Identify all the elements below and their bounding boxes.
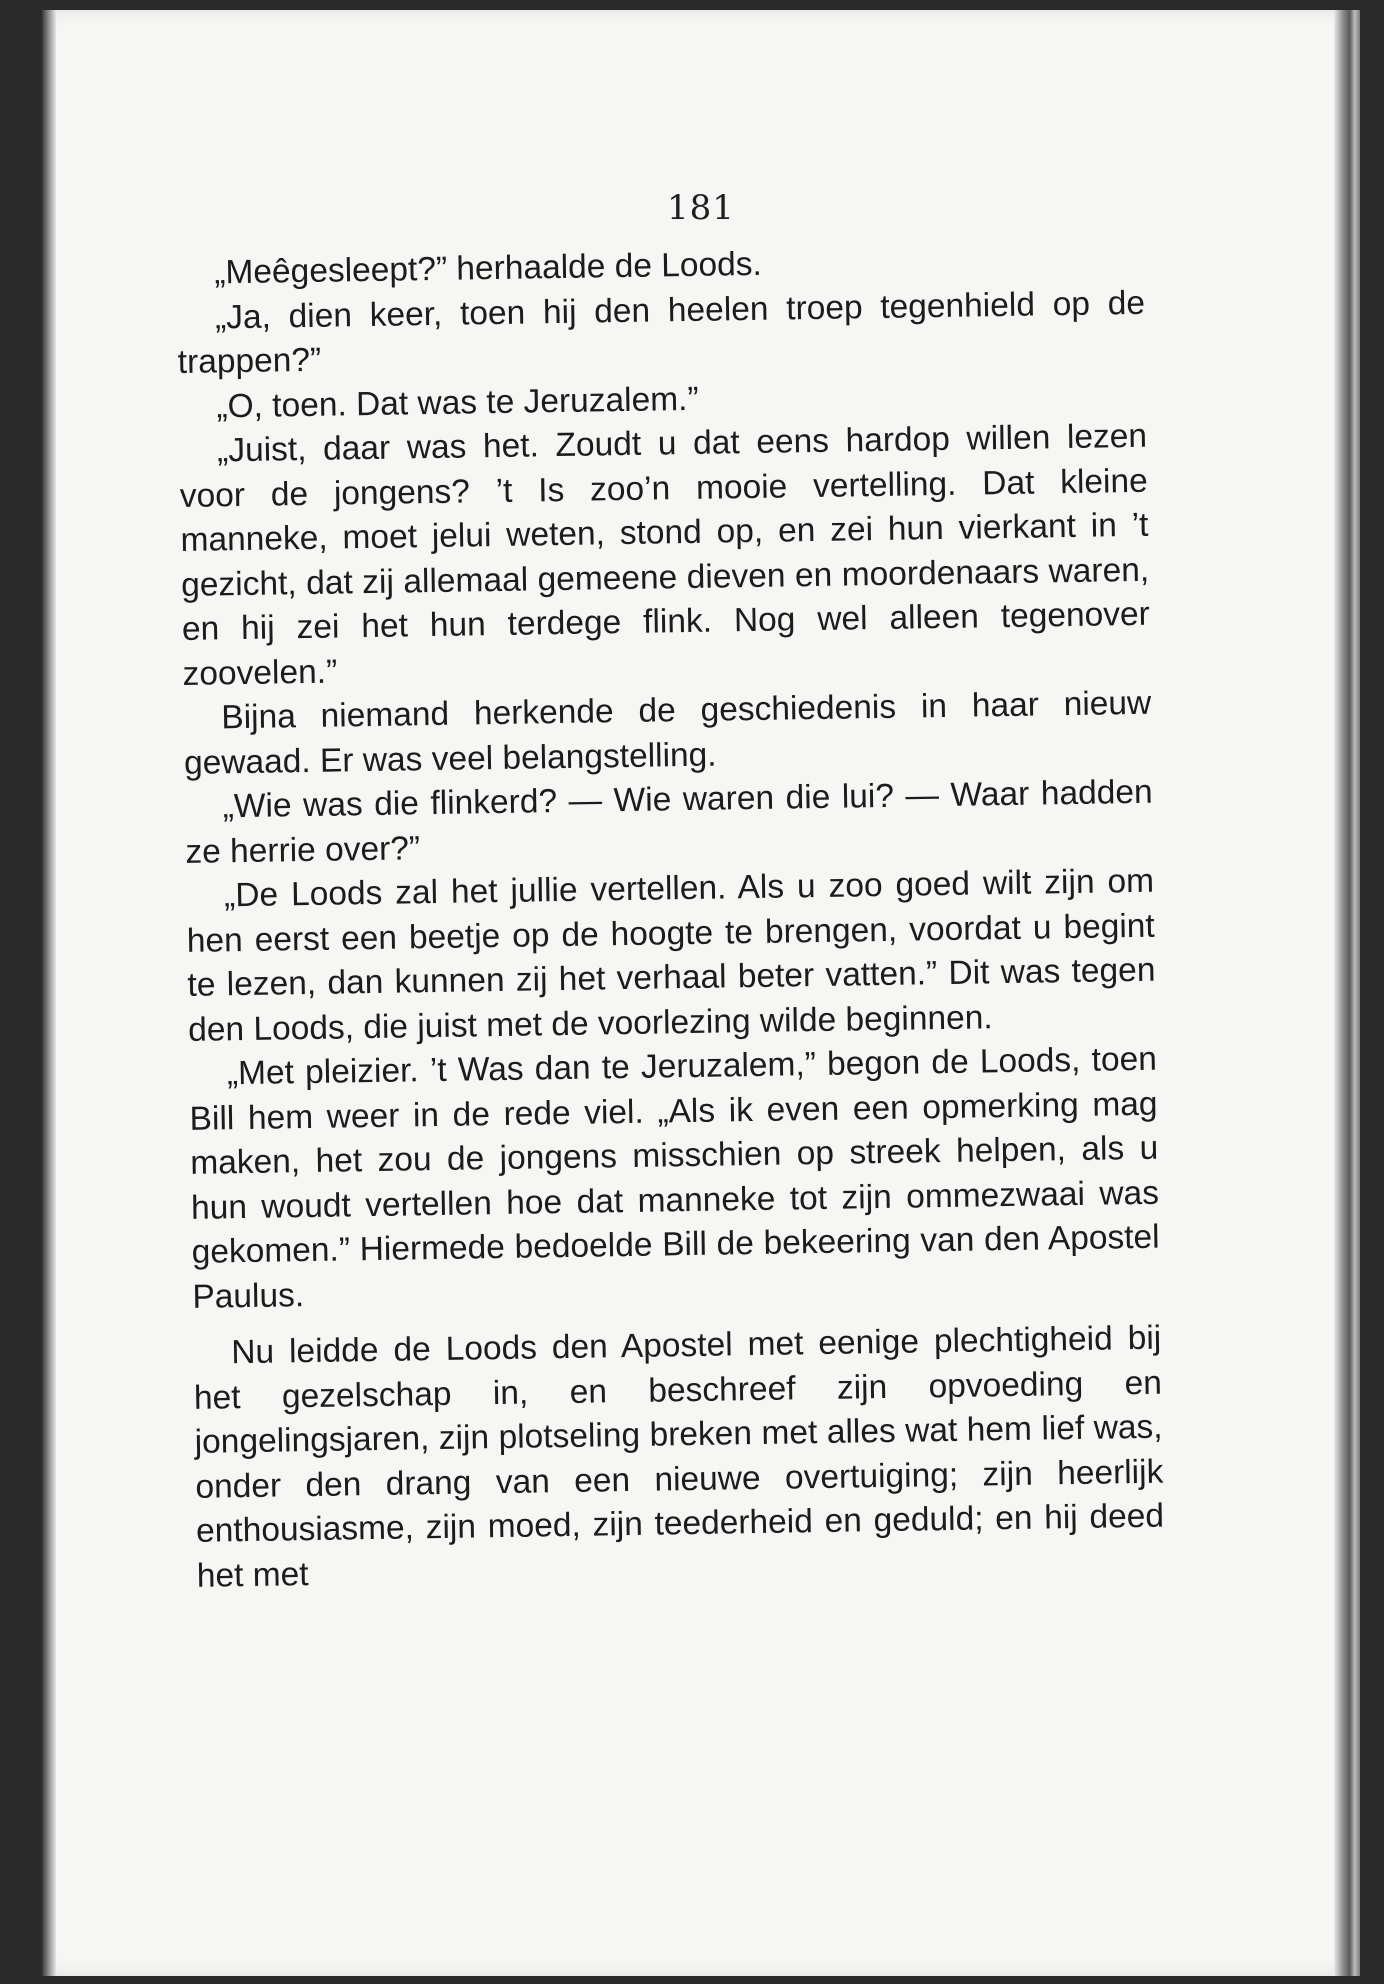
- paragraph: „Meêgesleept?” herhaalde de Loods.: [214, 245, 763, 292]
- body-text: [176, 237, 1165, 1599]
- paragraph: „Ja, dien keer, toen hij den heelen troep tegenhield op de trappen?”: [177, 284, 1146, 381]
- paragraph: „Met pleizier. ’t Was dan te Jeruzalem,” begon de Loods, toen Bill hem weer in de rede viel. „Als ik even een opmerking mag maken, het zou de jongens misschien op streek helpen, als u hun woudt vertellen hoe dat manneke tot zijn ommezwaai was gekomen.” Hiermede bedoelde Bill de bekeering van den Apostel Paulus.: [189, 1040, 1160, 1316]
- page-fore-edge: [1334, 10, 1360, 1976]
- page-number: 181: [667, 188, 735, 228]
- paragraph: „Juist, daar was het. Zoudt u dat eens hardop willen lezen voor de jongens? ’t Is zoo’n mooie vertelling. Dat kleine manneke, moet jelui weten, stond op, en zei hun vierkant in ’t gezicht, dat zij allemaal gemeene dieven en moordenaars waren, en hij zei het hun terdege flink. Nog wel alleen tegenover zoovelen.”: [179, 417, 1151, 693]
- page-gutter-shadow: [42, 10, 56, 1976]
- paragraph: Nu leidde de Loods den Apostel met eenige plechtigheid bij het gezelschap in, en beschreef zijn opvoeding en jongelingsjaren, zijn plotseling breken met alles wat hem lief was, onder den drang van een nieuwe overtuiging; zijn heerlijk enthousiasme, zijn moed, zijn teederheid en geduld; en hij deed het met: [193, 1319, 1165, 1595]
- paragraph: „De Loods zal het jullie vertellen. Als u zoo goed wilt zijn om hen eerst een beetje op de hoogte te brengen, voordat u begint te lezen, dan kunnen zij het verhaal beter vatten.” Dit was tegen den Loods, die juist met de voorlezing wilde beginnen.: [186, 862, 1156, 1049]
- paragraph: „Wie was die flinkerd? — Wie waren die lui? — Waar hadden ze herrie over?”: [185, 773, 1153, 871]
- paragraph: Bijna niemand herkende de geschiedenis in haar nieuw gewaad. Er was veel belangstelling.: [183, 684, 1152, 782]
- paragraph: „O, toen. Dat was te Jeruzalem.”: [216, 380, 699, 425]
